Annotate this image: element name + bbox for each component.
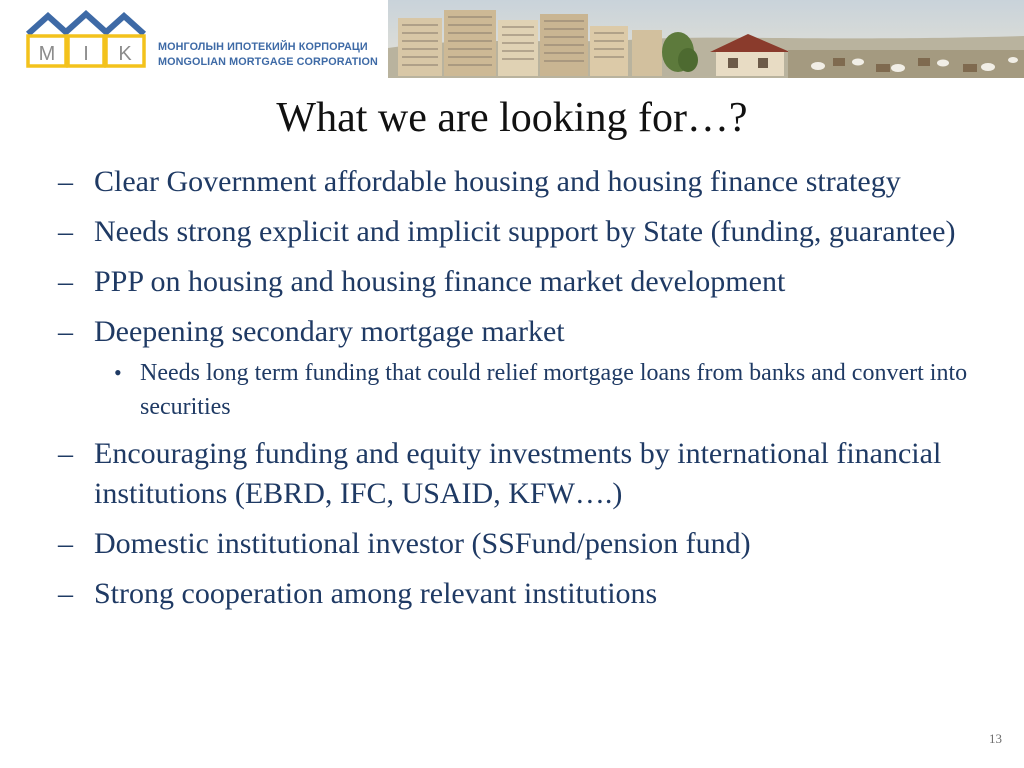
bullet-item xyxy=(58,312,978,352)
dash-marker: – xyxy=(58,437,73,470)
corporation-name-english: MONGOLIAN MORTGAGE CORPORATION xyxy=(158,56,378,68)
logo-letter-m: M xyxy=(38,43,56,65)
bullet-item xyxy=(58,574,978,614)
dash-marker: – xyxy=(58,577,73,610)
logo-letter-i: I xyxy=(83,43,89,65)
logo-letter-k: K xyxy=(118,43,132,65)
slide-header xyxy=(0,0,1024,78)
bullet-item xyxy=(58,524,978,564)
bullet-text: Clear Government affordable housing and housing finance strategy xyxy=(94,165,901,198)
bullet-text: Deepening secondary mortgage market xyxy=(94,315,565,348)
sub-bullet-item xyxy=(58,356,978,424)
bullet-text: Needs strong explicit and implicit support by State (funding, guarantee) xyxy=(94,215,956,248)
dash-marker: – xyxy=(58,315,73,348)
dash-marker: – xyxy=(58,527,73,560)
dash-marker: – xyxy=(58,215,73,248)
bullet-list xyxy=(58,162,978,624)
bullet-text: Strong cooperation among relevant institutions xyxy=(94,577,658,610)
city-photo-banner xyxy=(388,0,1024,78)
company-logo xyxy=(22,6,382,72)
corporation-name-mongolian: МОНГОЛЫН ИПОТЕКИЙН КОРПОРАЦИ xyxy=(158,41,368,53)
city-skyline-photo xyxy=(388,0,1024,78)
bullet-text: Encouraging funding and equity investments by international financial institutions (EBRD, IFC, USAID, KFW….) xyxy=(94,437,942,510)
bullet-text: PPP on housing and housing finance market development xyxy=(94,265,786,298)
dash-marker: – xyxy=(58,265,73,298)
houses-logo-icon xyxy=(22,6,154,70)
corporation-name xyxy=(158,40,378,70)
sub-bullet-text: Needs long term funding that could relief mortgage loans from banks and convert into securities xyxy=(140,360,968,420)
page-number: 13 xyxy=(989,731,1002,746)
bullet-item xyxy=(58,162,978,202)
dash-marker: – xyxy=(58,165,73,198)
bullet-item xyxy=(58,262,978,302)
dot-marker: • xyxy=(114,360,122,385)
bullet-item xyxy=(58,434,978,514)
slide-title: What we are looking for…? xyxy=(276,95,748,141)
bullet-item xyxy=(58,212,978,252)
bullet-text: Domestic institutional investor (SSFund/pension fund) xyxy=(94,527,751,560)
